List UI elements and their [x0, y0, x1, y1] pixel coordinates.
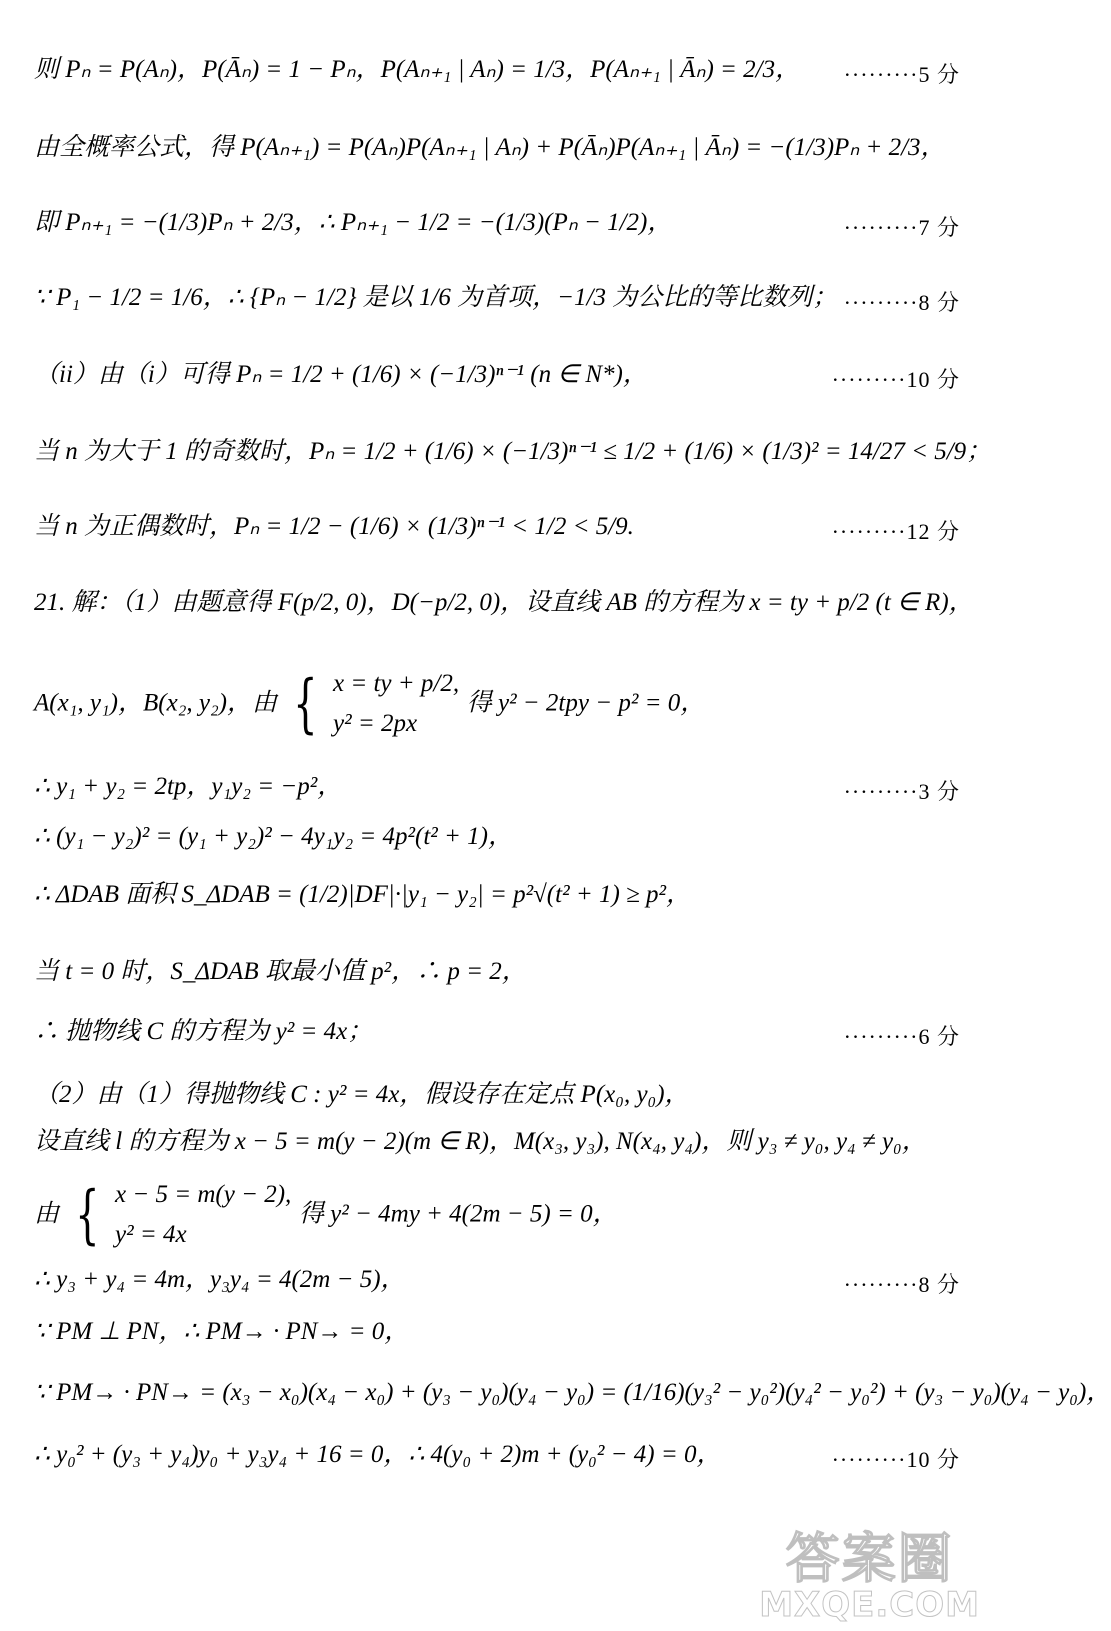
score-6: ·········6 分: [843, 1024, 960, 1049]
score-10b: ·········10 分: [831, 1447, 960, 1472]
left-brace: {: [74, 1178, 100, 1252]
system-2-row-2: y² = 4x: [115, 1221, 187, 1248]
line-15: （2）由（1）得抛物线 C : y² = 4x，假设存在定点 P(x₀, y₀)，: [34, 1081, 690, 1108]
line-5: （ii）由（i）可得 Pₙ = 1/2 + (1/6) × (−1/3)ⁿ⁻¹ (n ∈ N*)，: [34, 361, 648, 388]
score-3: ·········3 分: [843, 779, 960, 804]
score-12: ·········12 分: [831, 519, 960, 544]
line-10: ∴ y₁ + y₂ = 2tp，y₁y₂ = −p²，: [34, 773, 343, 800]
line-14: ∴ 抛物线 C 的方程为 y² = 4x；: [34, 1018, 373, 1045]
line-2: 由全概率公式，得 P(Aₙ₊₁) = P(Aₙ)P(Aₙ₊₁ | Aₙ) + P(Āₙ)P(Aₙ₊₁ | Āₙ) = −(1/3)Pₙ + 2/3，: [34, 134, 946, 161]
score-10a: ·········10 分: [831, 367, 960, 392]
line-20: ∵ PM→ · PN→ = (x₃ − x₀)(x₄ − x₀) + (y₃ − y₀)(y₄ − y₀) = (1/16)(y₃² − y₀²)(y₄² − y₀²) + (y₃ − y₀)(y₄ − y₀)，: [34, 1379, 1111, 1406]
line-18: ∴ y₃ + y₄ = 4m，y₃y₄ = 4(2m − 5)，: [34, 1266, 406, 1293]
score-8a: ·········8 分: [843, 290, 960, 315]
system-1-prefix: A(x₁, y₁)，B(x₂, y₂)，由: [34, 689, 277, 717]
line-1: 则 Pₙ = P(Aₙ)，P(Āₙ) = 1 − Pₙ，P(Aₙ₊₁ | Aₙ) = 1/3，P(Aₙ₊₁ | Āₙ) = 2/3，: [34, 56, 801, 83]
line-8: 21. 解：（1）由题意得 F(p/2, 0)，D(−p/2, 0)，设直线 AB 的方程为 x = ty + p/2 (t ∈ R)，: [34, 589, 974, 616]
score-8b: ·········8 分: [843, 1272, 960, 1297]
line-19: ∵ PM ⊥ PN，∴ PM→ · PN→ = 0，: [34, 1318, 410, 1345]
watermark: [759, 1516, 980, 1625]
system-2-suffix: 得 y² − 4my + 4(2m − 5) = 0，: [298, 1200, 618, 1228]
system-2-equations: [115, 1175, 291, 1255]
system-2-prefix: 由: [34, 1200, 60, 1228]
line-7: 当 n 为正偶数时，Pₙ = 1/2 − (1/6) × (1/3)ⁿ⁻¹ < 1/2 < 5/9.: [34, 513, 634, 540]
system-2-row-1: x − 5 = m(y − 2),: [115, 1181, 292, 1208]
line-21: ∴ y₀² + (y₃ + y₄)y₀ + y₃y₄ + 16 = 0，∴ 4(y₀ + 2)m + (y₀² − 4) = 0，: [34, 1441, 722, 1468]
line-6: 当 n 为大于 1 的奇数时，Pₙ = 1/2 + (1/6) × (−1/3)ⁿ⁻¹ ≤ 1/2 + (1/6) × (1/3)² = 14/27 < 5/9；: [34, 438, 992, 465]
system-1-row-2: y² = 2px: [333, 710, 418, 737]
line-13: 当 t = 0 时，S_ΔDAB 取最小值 p²，∴ p = 2，: [34, 958, 527, 985]
line-11: ∴ (y₁ − y₂)² = (y₁ + y₂)² − 4y₁y₂ = 4p²(t² + 1)，: [34, 823, 513, 850]
line-12: ∴ ΔDAB 面积 S_ΔDAB = (1/2)|DF|·|y₁ − y₂| = p²√(t² + 1) ≥ p²，: [34, 881, 691, 908]
score-5: ·········5 分: [843, 62, 960, 87]
left-brace: {: [292, 667, 318, 741]
line-4: ∵ P₁ − 1/2 = 1/6，∴ {Pₙ − 1/2} 是以 1/6 为首项，−1/3 为公比的等比数列；: [34, 284, 838, 311]
system-2-line: [34, 1175, 618, 1255]
line-3: 即 Pₙ₊₁ = −(1/3)Pₙ + 2/3，∴ Pₙ₊₁ − 1/2 = −(1/3)(Pₙ − 1/2)，: [34, 209, 673, 236]
watermark-logo: 答案圈: [785, 1527, 954, 1590]
system-1-row-1: x = ty + p/2,: [333, 670, 460, 697]
line-16: 设直线 l 的方程为 x − 5 = m(y − 2)(m ∈ R)，M(x₃, y₃), N(x₄, y₄)，则 y₃ ≠ y₀, y₄ ≠ y₀，: [34, 1128, 927, 1155]
score-7: ·········7 分: [843, 215, 960, 240]
system-1-equations: [333, 664, 459, 744]
system-1-suffix: 得 y² − 2tpy − p² = 0，: [466, 689, 706, 717]
watermark-url: MXQE.COM: [759, 1585, 980, 1625]
system-1-line: [34, 664, 705, 744]
